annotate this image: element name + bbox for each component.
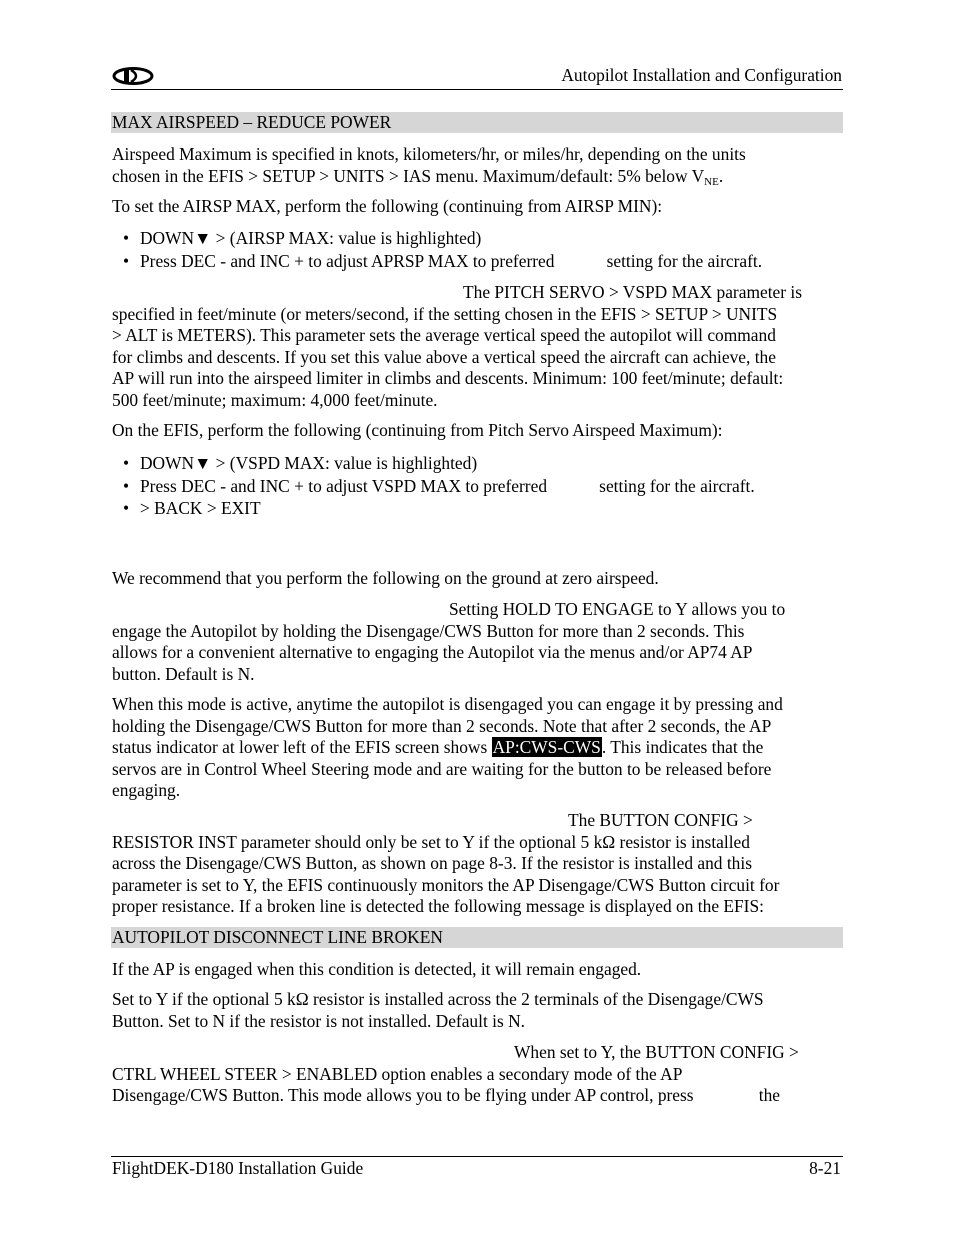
header-rule <box>111 89 843 90</box>
hold-line-1: Setting HOLD TO ENGAGE to Y allows you to <box>449 599 786 619</box>
hold-to-engage-paragraph <box>112 599 843 685</box>
active-mode-paragraph <box>112 694 843 802</box>
disconnect-p1: If the AP is engaged when this condition is detected, it will remain engaged. <box>112 959 642 979</box>
ctrl-line-3: Disengage/CWS Button. This mode allows you to be flying under AP control, press the <box>112 1085 781 1106</box>
vspd-line-2: specified in feet/minute (or meters/second, if the setting chosen in the EFIS > SETUP > UNITS <box>112 303 778 324</box>
vspd-paragraph <box>112 282 843 412</box>
footer-page-number: 8-21 <box>809 1158 841 1178</box>
resistor-line-1: The BUTTON CONFIG > <box>568 810 753 830</box>
resistor-line-5: proper resistance. If a broken line is detected the following message is displayed on the EFIS: <box>112 896 764 917</box>
hold-line-4: button. Default is N. <box>112 663 255 684</box>
vspd-line-5: AP will run into the airspeed limiter in climbs and descents. Minimum: 100 feet/minute; default: <box>112 368 784 389</box>
dynon-logo-icon <box>111 66 155 86</box>
ctrl-line-2: CTRL WHEEL STEER > ENABLED option enables a secondary mode of the AP <box>112 1063 683 1084</box>
ctrl-line-1: When set to Y, the BUTTON CONFIG > <box>514 1042 799 1062</box>
vspd-step-2-text: Press DEC - and INC + to adjust VSPD MAX to preferred setting for the aircraft. <box>140 475 755 496</box>
footer-guide-title: FlightDEK-D180 Installation Guide <box>112 1158 364 1178</box>
airsp-max-step-1: • DOWN▼ > (AIRSP MAX: value is highlighted) <box>112 227 762 250</box>
footer-rule <box>111 1156 843 1157</box>
resistor-line-3: across the Disengage/CWS Button, as shown on page 8-3. If the resistor is installed and this <box>112 853 752 874</box>
ctrl-wheel-paragraph <box>112 1042 843 1107</box>
max-airspeed-line-1: Airspeed Maximum is specified in knots, kilometers/hr, or miles/hr, depending on the units <box>112 144 746 164</box>
vspd-line-3: > ALT is METERS). This parameter sets the average vertical speed the autopilot will command <box>112 325 776 346</box>
hold-line-2: engage the Autopilot by holding the Disengage/CWS Button for more than 2 seconds. This <box>112 620 745 641</box>
header-title: Autopilot Installation and Configuration <box>561 65 842 85</box>
active-line-1: When this mode is active, anytime the autopilot is disengaged you can engage it by pressing and <box>112 694 783 714</box>
max-airspeed-line-2-text: chosen in the EFIS > SETUP > UNITS > IAS menu. Maximum/default: 5% below V <box>112 165 705 186</box>
disconnect-p2-line-2: Button. Set to N if the resistor is not installed. Default is N. <box>112 1010 525 1031</box>
vspd-line-1: The PITCH SERVO > VSPD MAX parameter is <box>463 282 802 302</box>
disconnect-p2 <box>112 989 843 1032</box>
vspd-line-4: for climbs and descents. If you set this value above a vertical speed the aircraft can achieve, the <box>112 346 776 367</box>
active-line-3-text: status indicator at lower left of the EFIS screen shows <box>112 737 492 758</box>
airsp-max-step-2-text: Press DEC - and INC + to adjust APRSP MAX to preferred setting for the aircraft. <box>140 250 763 271</box>
airsp-max-step-2 <box>112 250 762 273</box>
active-line-5: engaging. <box>112 780 181 801</box>
active-line-2: holding the Disengage/CWS Button for more than 2 seconds. Note that after 2 seconds, the AP <box>112 715 772 736</box>
active-line-4: servos are in Control Wheel Steering mode and are waiting for the button to be released before <box>112 758 772 779</box>
max-airspeed-line-2-end: . <box>718 165 724 186</box>
airsp-max-intro: To set the AIRSP MAX, perform the following (continuing from AIRSP MIN): <box>112 196 663 216</box>
disconnect-band: AUTOPILOT DISCONNECT LINE BROKEN <box>111 927 843 948</box>
resistor-paragraph <box>112 810 843 918</box>
vspd-intro: On the EFIS, perform the following (continuing from Pitch Servo Airspeed Maximum): <box>112 420 723 440</box>
max-airspeed-line-2 <box>112 166 843 194</box>
vspd-step-3: • > BACK > EXIT <box>112 497 755 520</box>
vspd-line-6: 500 feet/minute; maximum: 4,000 feet/minute. <box>112 389 438 410</box>
max-airspeed-band: MAX AIRSPEED – REDUCE POWER <box>111 112 843 133</box>
hold-line-3: allows for a convenient alternative to engaging the Autopilot via the menus and/or AP74 AP <box>112 642 753 663</box>
max-airspeed-paragraph <box>112 144 843 193</box>
active-line-3-end: . This indicates that the <box>601 737 764 758</box>
vspd-step-2 <box>112 475 755 498</box>
vspd-steps <box>112 452 755 520</box>
recommend-text: We recommend that you perform the following on the ground at zero airspeed. <box>112 568 659 588</box>
active-line-3 <box>112 737 843 759</box>
airsp-max-steps <box>112 227 762 272</box>
disconnect-p2-line-1: Set to Y if the optional 5 kΩ resistor is installed across the 2 terminals of the Disengage/CWS <box>112 989 764 1009</box>
ap-cws-status-highlight: AP:CWS-CWS <box>492 737 601 758</box>
resistor-line-4: parameter is set to Y, the EFIS continuously monitors the AP Disengage/CWS Button circuit for <box>112 874 780 895</box>
resistor-line-2: RESISTOR INST parameter should only be set to Y if the optional 5 kΩ resistor is installed <box>112 831 750 852</box>
vne-subscript: NE <box>704 175 719 188</box>
vspd-step-1: • DOWN▼ > (VSPD MAX: value is highlighted) <box>112 452 755 475</box>
